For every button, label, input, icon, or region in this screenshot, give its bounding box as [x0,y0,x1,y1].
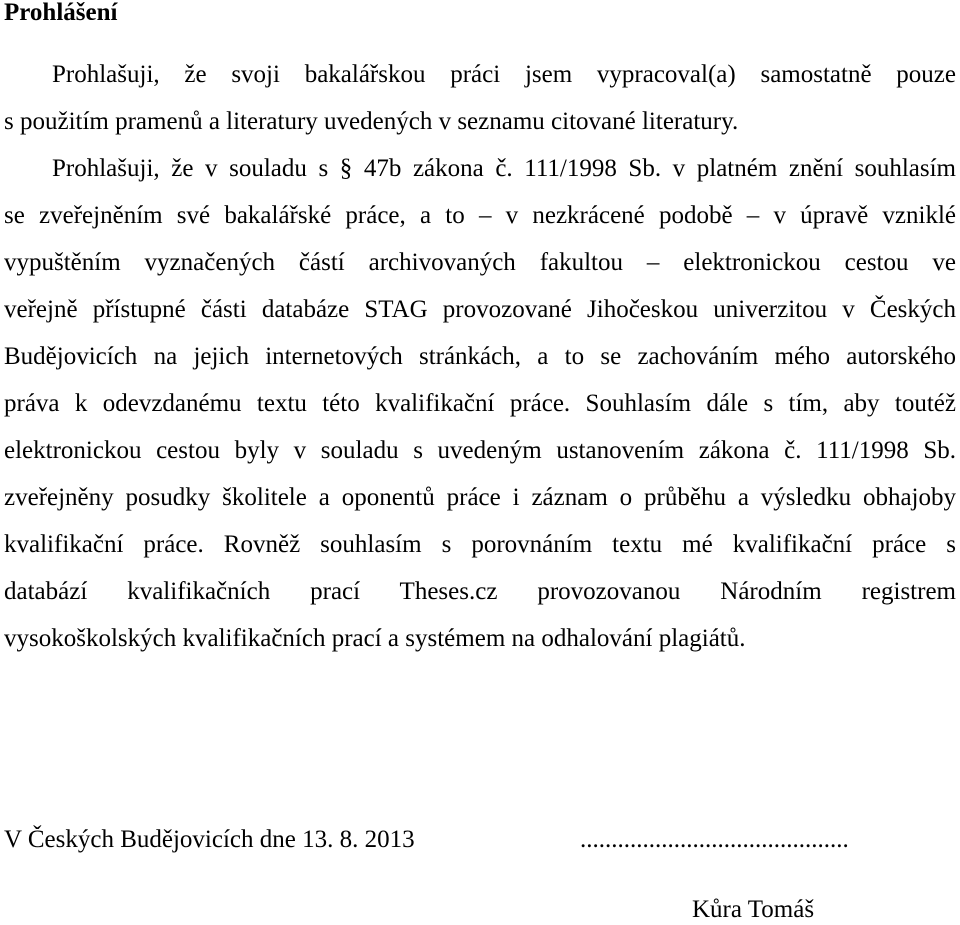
signature-line: ........................................... [580,826,849,853]
text-line: Budějovicích na jejich internetových stránkách, a to se zachováním mého autorského [4,343,956,370]
signature-name: Kůra Tomáš [692,896,815,923]
text-line: Prohlašuji, že v souladu s § 47b zákona č. 111/1998 Sb. v platném znění souhlasím [52,155,956,182]
text-line: databází kvalifikačních prací Theses.cz provozovanou Národním registrem [4,578,956,605]
text-line: vypuštěním vyznačených částí archivovaných fakultou – elektronickou cestou ve [4,249,956,276]
page-title: Prohlášení [4,0,118,26]
text-line: práva k odevzdanému textu této kvalifikační práce. Souhlasím dále s tím, aby toutéž [4,390,956,417]
text-line: se zveřejněním své bakalářské práce, a to – v nezkrácené podobě – v úpravě vzniklé [4,202,956,229]
text-line: s použitím pramenů a literatury uvedených v seznamu citované literatury. [4,108,739,135]
text-line: vysokoškolských kvalifikačních prací a systémem na odhalování plagiátů. [4,625,746,652]
text-line: kvalifikační práce. Rovněž souhlasím s porovnáním textu mé kvalifikační práce s [4,531,956,558]
text-line: Prohlašuji, že svoji bakalářskou práci jsem vypracoval(a) samostatně pouze [52,61,956,88]
place-and-date: V Českých Budějovicích dne 13. 8. 2013 [4,826,415,853]
text-line: elektronickou cestou byly v souladu s uvedeným ustanovením zákona č. 111/1998 Sb. [4,437,956,464]
text-line: zveřejněny posudky školitele a oponentů práce i záznam o průběhu a výsledku obhajoby [4,484,956,511]
text-line: veřejně přístupné části databáze STAG provozované Jihočeskou univerzitou v Českých [4,296,956,323]
